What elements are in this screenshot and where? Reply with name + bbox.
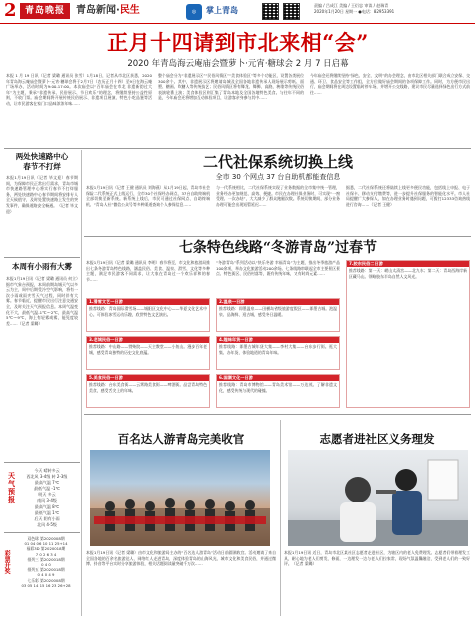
- app-icon: ◎: [186, 4, 202, 20]
- qr-code-icon: [283, 3, 300, 20]
- lottery-line: 排列三 第2020018期: [27, 556, 65, 562]
- route-card-title: 2.温泉一日游: [217, 299, 339, 305]
- divider: [4, 462, 80, 463]
- weather-line: 明天 多云: [38, 492, 56, 497]
- volunteer-body: 本报1月19日讯 近日，青岛市北区某社区志愿者走进社区，为辖区内的老人免费理发。志愿者们带着理发工具，耐心地为老人们剪发、修面，一边理发一边与老人们拉家常，现场气氛温馨融洽，受到老人们的一致好评。（记者 梁璐）: [284, 550, 470, 567]
- volunteer-title: 志愿者进社区义务理发: [319, 432, 435, 446]
- column-divider: [81, 150, 82, 616]
- qr-codes: [262, 3, 302, 20]
- route-card: [86, 298, 210, 332]
- lead-body-col1: 本报 1 月 19 日讯（记者 梁璐 通讯员 张雪）1月18日，记者从市北区获悉，2020年青岛海云庵庙会暨萝卜·元宵·糖球会将于2月7日（农历正月十四）至9日在海云庵广场举办，活动时间为9:00-17:00。本次庙会以“百年庙会在市北 非遗新韵过大年”为主题，秉承“非遗传承、民俗展示、节日欢乐”的理念，将继续坚持公益性原则，不收门票。庙会期间将开展传统民俗展示、非遗项目展演、特色小吃品鉴等活动，让市民游客在家门口品味浓浓年味……: [6, 73, 152, 106]
- divider: [4, 532, 80, 533]
- weather-line: 后天 阴有小雨: [34, 516, 60, 521]
- weather-line: 南风 3-4级: [37, 498, 57, 503]
- editor-line: 责编 / 吕成江 美编 / 王衍忠 审读 / 赵瑞青: [314, 3, 389, 8]
- section-title: [76, 4, 140, 18]
- seven-routes-intro-col2: “冬游青岛”系列活动以“快乐冬游 幸福青岛”为主题，推出冬季旅游产品100余项，举办文化旅游活动200余场。七条线路串联起全市主要景区景点、特色街区、民俗村落等，既有传统年味，又有时尚元素……: [216, 260, 340, 277]
- social-security-title: 二代社保系统切换上线: [202, 153, 353, 171]
- lead-body-col2: 整个庙会分为“非遗展示区”“民俗风情区”“美食体验区”等多个功能区，设置各类展位300余个。其中，非遗展示区将邀请岛城及全国各地非遗传承人现场展示剪纸、面塑、糖画、吹糖人等传统技艺；民俗风情区将有舞龙、舞狮、高跷、秧歌等传统民俗表演轮番上演；美食体验区则汇集了青岛本地及全国各地特色美食。与往年不同的是，今年庙会还将增加互动体验项目，让游客亲身参与其中……: [158, 73, 304, 101]
- app-logo: [186, 4, 252, 20]
- left-story1-title: 两处快速路中心 春节不打烊: [15, 152, 69, 171]
- weather-line: 最高气温 7℃: [34, 480, 60, 485]
- tourism-photo: [90, 450, 270, 546]
- header-info: [314, 3, 472, 15]
- seven-routes-title: 七条特色线路“冬游青岛”过春节: [178, 240, 378, 256]
- route-card-title: 7.胶东民俗二日游: [347, 261, 469, 267]
- route-card: [216, 374, 340, 408]
- lead-subheadline: 2020 年青岛海云庵庙会暨萝卜·元宵·糖球会 2 月 7 日启幕: [127, 59, 349, 69]
- section-name: 民生: [119, 5, 140, 16]
- route-card-title: 5.美食民俗一日游: [87, 375, 209, 381]
- route-card-title: 3.老城民俗一日游: [87, 337, 209, 343]
- route-card-title: 4.趣味年货一日游: [217, 337, 339, 343]
- haircut-photo-icon: [288, 450, 468, 546]
- route-card-body: 推荐线路：青岛国际滑雪场——城阳区文化中心——华夏文化艺术中心。可体验冰雪运动乐趣，欣赏特色文艺演出。: [89, 306, 207, 317]
- qr-code-icon: [262, 3, 279, 20]
- lottery-line: 福彩3D 第2020018期: [26, 546, 66, 552]
- route-card-body: 推荐线路：第一天：崂山太清宫——北九水；第二天：青岛西海岸新区藏马山。领略胶东半岛自然人文风光。: [349, 268, 467, 279]
- lottery-line: 7 0 2 6 3 4: [35, 551, 57, 557]
- left-story2-title: 本周有小雨有大雾: [12, 262, 72, 271]
- lottery-line: 排列五 第2020018期: [27, 567, 65, 573]
- lottery-line: 0 4 0 4 9: [37, 572, 55, 578]
- lottery-title: 彩票开奖: [3, 550, 11, 574]
- route-card: [346, 260, 470, 408]
- page-number: 2: [4, 0, 17, 21]
- lottery-line: 双色球 第2020008期: [27, 536, 65, 541]
- group-photo-icon: [90, 450, 270, 546]
- route-card-body: 推荐线路：即墨温泉——田横岛省级旅游度假区——即墨古城。泡温泉、品海鲜、逛古城，感受冬日温暖。: [219, 306, 337, 317]
- tourism-body: 本报1月19日讯（记者 梁璐）由市文化和旅游局主办的“百名达人游青岛”活动日前圆满收官。活动邀请了来自全国各地的百余名旅游达人、网络红人走进青岛，深度体验青岛的山海风光、城市文化和美食民俗，并通过微博、抖音等平台实时分享旅游体验，相关话题阅读量突破千万次……: [86, 550, 276, 567]
- seven-routes-intro-col1: 本报1月19日讯（记者 梁璐 通讯员 李明）春节将至，市文化和旅游局推出七条冬游青岛特色线路，涵盖民俗、美食、温泉、滑雪、文化等多种主题，满足市民游客不同需求，让大家在青岛过一个欢乐祥和的春节……: [86, 260, 210, 282]
- left-story1-body: 本报1月19日讯（记者 毕文迎）春节期间，为保障市民正常出行需求，青岛市城市快速路管理中心将实行春节不打烊服务，两处快速路中心春节期间将安排专人全天候值守，及时处置快速路上发生的突发事件，确保道路安全畅通。（记者 毕文迎）: [6, 175, 78, 214]
- masthead-logo: 青岛晚报: [20, 3, 70, 19]
- route-card-title: 1.滑雪文艺一日游: [87, 299, 209, 305]
- route-card-body: 推荐线路：青岛市博物馆——青岛美术馆——万达茂。了解非遗文化，感受传统与现代的碰撞。: [219, 382, 337, 393]
- weather-line: 西北风 3-4级 转 2-3级: [26, 474, 68, 479]
- social-security-col1: 本报1月19日讯（记者 王健 通讯员 刘海燕）从1月19日起，青岛市社会保险二代系统正式上线运行，全市30个社保经办网点、37台自助终端机全部切换至新系统。新系统上线后，市民可通过社保网点、自助终端机、“青岛人社”微信公众号等多种渠道查询个人参保信息……: [86, 185, 210, 207]
- tourism-title: 百名达人游青岛完美收官: [117, 432, 245, 446]
- app-name: 掌上青岛: [206, 6, 238, 15]
- route-card: [86, 374, 210, 408]
- divider: [4, 148, 471, 149]
- weather-line: 北风 4-5级: [37, 522, 57, 527]
- date-line: 2020年1月20日 星期一 ●电话：82953391: [314, 9, 395, 14]
- route-card: [216, 298, 340, 332]
- lottery-line: 七乐彩 第2020008期: [27, 577, 65, 583]
- weather-box: [18, 468, 76, 528]
- left-story2-body: 本报1月19日讯（记者 梁璐 通讯员 何立）据市气象台预报，本周前期岛城天气以多云为主，周中后期受冷空气影响，将有一次小雨或雨夹雪天气过程，同时伴有大雾。春节临近，提醒市民出行注意交通安全，及时关注天气预报信息。本周气温变化不大，最低气温-1℃～2℃，最高气温5℃～9℃，海上有轻雾或雾，能见度较差……（记者 梁璐）: [6, 276, 78, 326]
- column-divider: [280, 420, 281, 616]
- lottery-line: 01 04 06 10 11 25+14: [24, 541, 68, 547]
- lottery-box: [14, 536, 78, 588]
- route-card-body: 推荐线路：即墨古城年货大集——李村大集——台东步行街。逛大集、办年货，体验地道的青岛年味。: [219, 344, 337, 355]
- social-security-subtitle: 全市 30 个网点 37 台自助机都能查信息: [215, 173, 341, 181]
- lottery-line: 0 4 0: [41, 562, 51, 568]
- lottery-line: 03 05 14 15 16 23 26+28: [21, 582, 71, 588]
- volunteer-photo: [288, 450, 468, 546]
- route-card-title: 6.国潮文化一日游: [217, 375, 339, 381]
- weather-line: 最低气温 -1℃: [34, 486, 60, 491]
- divider: [84, 236, 471, 237]
- social-security-col2: 与一代系统相比，二代社保系统实现了业务数据的全市集中统一管理，业务经办更加规范、高效、便捷。市民在办理社保业务时，可实现“一窗受理、一次办结”，大大减少了群众跑腿次数。系统切换期间，部分业务办理可能会出现短暂延迟……: [216, 185, 340, 207]
- route-card: [86, 336, 210, 370]
- weather-line: 最低气温 1℃: [34, 510, 60, 515]
- route-card-body: 推荐线路：台东美食街——云霄路美食街——啤酒街。品尝青岛特色美食，感受舌尖上的年味。: [89, 382, 207, 393]
- weather-title: 天气预报: [7, 472, 16, 504]
- divider: [4, 257, 80, 258]
- lead-body-col3: 今年庙会还将继续坚持“绿色、安全、文明”的办会理念，由市北区相关部门联合成立安保、交通、环卫、食品安全等工作组，全方位做好庙会期间的各项保障工作。同时，为方便市民出行，庙会期间将在周边设置临时停车场，并增开公交线路，建议市民尽量选择绿色出行方式前往……: [310, 73, 470, 95]
- weather-line: 今天 晴转多云: [34, 468, 60, 473]
- lead-headline: 正月十四请到市北来相“会”: [107, 30, 369, 55]
- weather-line: 最高气温 8℃: [34, 504, 60, 509]
- route-card-body: 推荐线路：中山路——劈柴院——天主教堂——小鱼山。漫步百年老城，感受青岛独特的历史文化底蕴。: [89, 344, 207, 355]
- social-security-col3: 据悉，二代社保系统还将陆续上线更多便民功能，包括线上申报、电子社保卡、移动支付缴费等，进一步提升社保服务的智能化水平。市人社局提醒广大参保人，如在办理业务时遇到问题，可拨打12333咨询热线进行咨询……（记者 王健）: [346, 185, 470, 207]
- route-card: [216, 336, 340, 370]
- divider: [84, 414, 471, 415]
- section-label: 青岛新闻·: [76, 5, 120, 16]
